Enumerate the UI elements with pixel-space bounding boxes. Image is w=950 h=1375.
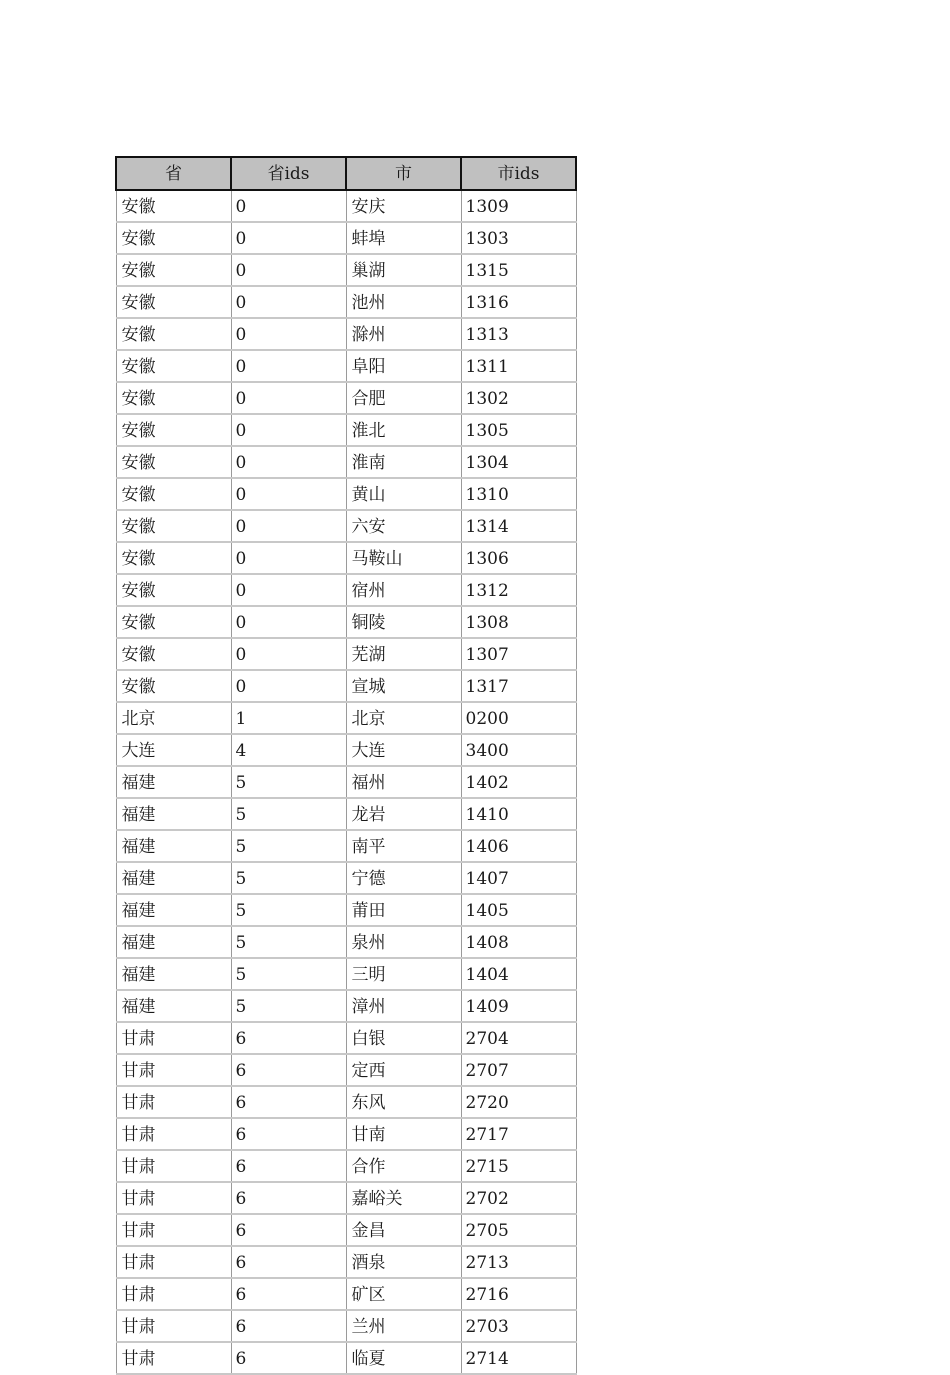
cell-province: 安徽	[116, 254, 231, 286]
table-row	[116, 958, 576, 990]
header-province: 省	[116, 157, 231, 190]
cell-province: 福建	[116, 766, 231, 798]
cell-province-id: 0	[231, 286, 346, 318]
table-row	[116, 702, 576, 734]
cell-province: 甘肃	[116, 1278, 231, 1310]
table-row	[116, 478, 576, 510]
cell-province: 福建	[116, 862, 231, 894]
table-row	[116, 190, 576, 222]
cell-province-id: 0	[231, 510, 346, 542]
cell-city-id: 1315	[461, 254, 576, 286]
header-province-id: 省ids	[231, 157, 346, 190]
cell-province: 甘肃	[116, 1086, 231, 1118]
cell-city-id: 2704	[461, 1022, 576, 1054]
cell-province: 甘肃	[116, 1246, 231, 1278]
cell-city-id: 1406	[461, 830, 576, 862]
cell-city: 龙岩	[346, 798, 461, 830]
cell-city-id: 1306	[461, 542, 576, 574]
cell-city-id: 1407	[461, 862, 576, 894]
cell-province-id: 5	[231, 926, 346, 958]
cell-province: 甘肃	[116, 1118, 231, 1150]
cell-city: 铜陵	[346, 606, 461, 638]
cell-city-id: 1314	[461, 510, 576, 542]
cell-province: 甘肃	[116, 1182, 231, 1214]
cell-province-id: 5	[231, 766, 346, 798]
table-row	[116, 1214, 576, 1246]
cell-province-id: 6	[231, 1022, 346, 1054]
cell-province-id: 0	[231, 542, 346, 574]
cell-province: 福建	[116, 958, 231, 990]
cell-city-id: 2717	[461, 1118, 576, 1150]
cell-city-id: 1310	[461, 478, 576, 510]
cell-province: 甘肃	[116, 1342, 231, 1374]
table-row	[116, 1342, 576, 1374]
cell-city: 六安	[346, 510, 461, 542]
cell-province-id: 0	[231, 414, 346, 446]
cell-city-id: 1307	[461, 638, 576, 670]
cell-city: 泉州	[346, 926, 461, 958]
cell-province-id: 5	[231, 958, 346, 990]
cell-province-id: 6	[231, 1182, 346, 1214]
cell-province-id: 5	[231, 894, 346, 926]
cell-city: 酒泉	[346, 1246, 461, 1278]
cell-province: 福建	[116, 894, 231, 926]
cell-city-id: 1409	[461, 990, 576, 1022]
cell-province: 安徽	[116, 350, 231, 382]
table-row	[116, 1118, 576, 1150]
cell-city-id: 1313	[461, 318, 576, 350]
cell-province: 安徽	[116, 414, 231, 446]
header-city-id: 市ids	[461, 157, 576, 190]
cell-city-id: 1304	[461, 446, 576, 478]
table-row	[116, 734, 576, 766]
cell-city-id: 3400	[461, 734, 576, 766]
table-header	[116, 157, 576, 190]
province-city-table	[115, 156, 577, 1375]
table-row	[116, 350, 576, 382]
cell-city-id: 2714	[461, 1342, 576, 1374]
cell-province-id: 0	[231, 478, 346, 510]
table-row	[116, 766, 576, 798]
cell-city-id: 1302	[461, 382, 576, 414]
table-row	[116, 638, 576, 670]
table-row	[116, 1150, 576, 1182]
cell-city: 金昌	[346, 1214, 461, 1246]
cell-city-id: 2703	[461, 1310, 576, 1342]
table-row	[116, 414, 576, 446]
cell-province-id: 6	[231, 1150, 346, 1182]
table-row	[116, 446, 576, 478]
cell-province-id: 5	[231, 990, 346, 1022]
cell-province-id: 0	[231, 350, 346, 382]
table-row	[116, 894, 576, 926]
cell-city-id: 1311	[461, 350, 576, 382]
cell-province: 福建	[116, 926, 231, 958]
table-row	[116, 574, 576, 606]
table-row	[116, 1310, 576, 1342]
cell-city: 滁州	[346, 318, 461, 350]
cell-city: 宿州	[346, 574, 461, 606]
cell-province-id: 1	[231, 702, 346, 734]
cell-city: 临夏	[346, 1342, 461, 1374]
table-body	[116, 190, 576, 1374]
cell-city: 淮北	[346, 414, 461, 446]
table-row	[116, 1182, 576, 1214]
cell-city: 三明	[346, 958, 461, 990]
cell-province-id: 4	[231, 734, 346, 766]
cell-city: 巢湖	[346, 254, 461, 286]
cell-city: 矿区	[346, 1278, 461, 1310]
cell-province: 安徽	[116, 606, 231, 638]
cell-city-id: 1303	[461, 222, 576, 254]
table-row	[116, 1246, 576, 1278]
cell-city: 定西	[346, 1054, 461, 1086]
cell-city: 南平	[346, 830, 461, 862]
cell-city: 福州	[346, 766, 461, 798]
table-row	[116, 670, 576, 702]
header-city: 市	[346, 157, 461, 190]
cell-city: 白银	[346, 1022, 461, 1054]
cell-province: 安徽	[116, 478, 231, 510]
cell-city-id: 0200	[461, 702, 576, 734]
table-row	[116, 990, 576, 1022]
table-row	[116, 286, 576, 318]
cell-province: 安徽	[116, 382, 231, 414]
table-row	[116, 798, 576, 830]
cell-province-id: 6	[231, 1342, 346, 1374]
cell-city: 合肥	[346, 382, 461, 414]
cell-city-id: 1308	[461, 606, 576, 638]
cell-province: 甘肃	[116, 1150, 231, 1182]
cell-province-id: 5	[231, 862, 346, 894]
cell-city-id: 1309	[461, 190, 576, 222]
cell-city: 兰州	[346, 1310, 461, 1342]
header-row	[116, 157, 576, 190]
cell-city-id: 1402	[461, 766, 576, 798]
cell-city-id: 1305	[461, 414, 576, 446]
cell-city-id: 1317	[461, 670, 576, 702]
cell-city: 芜湖	[346, 638, 461, 670]
cell-province-id: 0	[231, 254, 346, 286]
cell-province-id: 0	[231, 670, 346, 702]
table-row	[116, 1054, 576, 1086]
cell-province: 安徽	[116, 574, 231, 606]
cell-province: 安徽	[116, 286, 231, 318]
table-row	[116, 1022, 576, 1054]
table-row	[116, 254, 576, 286]
table-row	[116, 510, 576, 542]
cell-province: 安徽	[116, 542, 231, 574]
table-row	[116, 862, 576, 894]
cell-city: 黄山	[346, 478, 461, 510]
cell-province: 福建	[116, 798, 231, 830]
cell-province-id: 0	[231, 190, 346, 222]
cell-province-id: 6	[231, 1310, 346, 1342]
cell-city: 嘉峪关	[346, 1182, 461, 1214]
cell-province-id: 6	[231, 1246, 346, 1278]
table-row	[116, 542, 576, 574]
cell-city-id: 1312	[461, 574, 576, 606]
cell-province: 大连	[116, 734, 231, 766]
cell-province-id: 0	[231, 574, 346, 606]
cell-province-id: 5	[231, 830, 346, 862]
cell-city: 蚌埠	[346, 222, 461, 254]
table-row	[116, 606, 576, 638]
cell-city: 大连	[346, 734, 461, 766]
table-row	[116, 830, 576, 862]
cell-province: 甘肃	[116, 1022, 231, 1054]
cell-province-id: 5	[231, 798, 346, 830]
cell-city: 东风	[346, 1086, 461, 1118]
cell-city-id: 2713	[461, 1246, 576, 1278]
cell-city: 马鞍山	[346, 542, 461, 574]
cell-city-id: 1405	[461, 894, 576, 926]
cell-province-id: 6	[231, 1054, 346, 1086]
cell-city: 莆田	[346, 894, 461, 926]
cell-province: 安徽	[116, 318, 231, 350]
cell-province: 福建	[116, 990, 231, 1022]
cell-city-id: 2705	[461, 1214, 576, 1246]
cell-province-id: 0	[231, 382, 346, 414]
cell-province-id: 6	[231, 1086, 346, 1118]
cell-province: 福建	[116, 830, 231, 862]
table-row	[116, 382, 576, 414]
cell-province-id: 0	[231, 222, 346, 254]
cell-city: 甘南	[346, 1118, 461, 1150]
cell-city: 北京	[346, 702, 461, 734]
table-row	[116, 1278, 576, 1310]
cell-city-id: 1410	[461, 798, 576, 830]
cell-city: 安庆	[346, 190, 461, 222]
cell-province-id: 0	[231, 606, 346, 638]
cell-province: 安徽	[116, 190, 231, 222]
cell-city-id: 1404	[461, 958, 576, 990]
cell-city-id: 2716	[461, 1278, 576, 1310]
cell-province-id: 6	[231, 1214, 346, 1246]
cell-province-id: 0	[231, 318, 346, 350]
cell-province: 安徽	[116, 222, 231, 254]
cell-city-id: 1408	[461, 926, 576, 958]
cell-province: 安徽	[116, 638, 231, 670]
cell-city: 宣城	[346, 670, 461, 702]
cell-province: 北京	[116, 702, 231, 734]
cell-city: 淮南	[346, 446, 461, 478]
cell-city-id: 1316	[461, 286, 576, 318]
cell-city: 合作	[346, 1150, 461, 1182]
cell-province: 安徽	[116, 670, 231, 702]
cell-city: 宁德	[346, 862, 461, 894]
cell-province: 甘肃	[116, 1310, 231, 1342]
table-row	[116, 1086, 576, 1118]
cell-city-id: 2702	[461, 1182, 576, 1214]
cell-city: 阜阳	[346, 350, 461, 382]
cell-province: 安徽	[116, 446, 231, 478]
cell-city-id: 2715	[461, 1150, 576, 1182]
cell-province-id: 6	[231, 1278, 346, 1310]
table-row	[116, 222, 576, 254]
cell-province: 安徽	[116, 510, 231, 542]
cell-province-id: 0	[231, 638, 346, 670]
cell-province-id: 6	[231, 1118, 346, 1150]
cell-city: 漳州	[346, 990, 461, 1022]
cell-city-id: 2707	[461, 1054, 576, 1086]
cell-province: 甘肃	[116, 1054, 231, 1086]
cell-city: 池州	[346, 286, 461, 318]
cell-city-id: 2720	[461, 1086, 576, 1118]
cell-province-id: 0	[231, 446, 346, 478]
table-row	[116, 318, 576, 350]
table-row	[116, 926, 576, 958]
cell-province: 甘肃	[116, 1214, 231, 1246]
